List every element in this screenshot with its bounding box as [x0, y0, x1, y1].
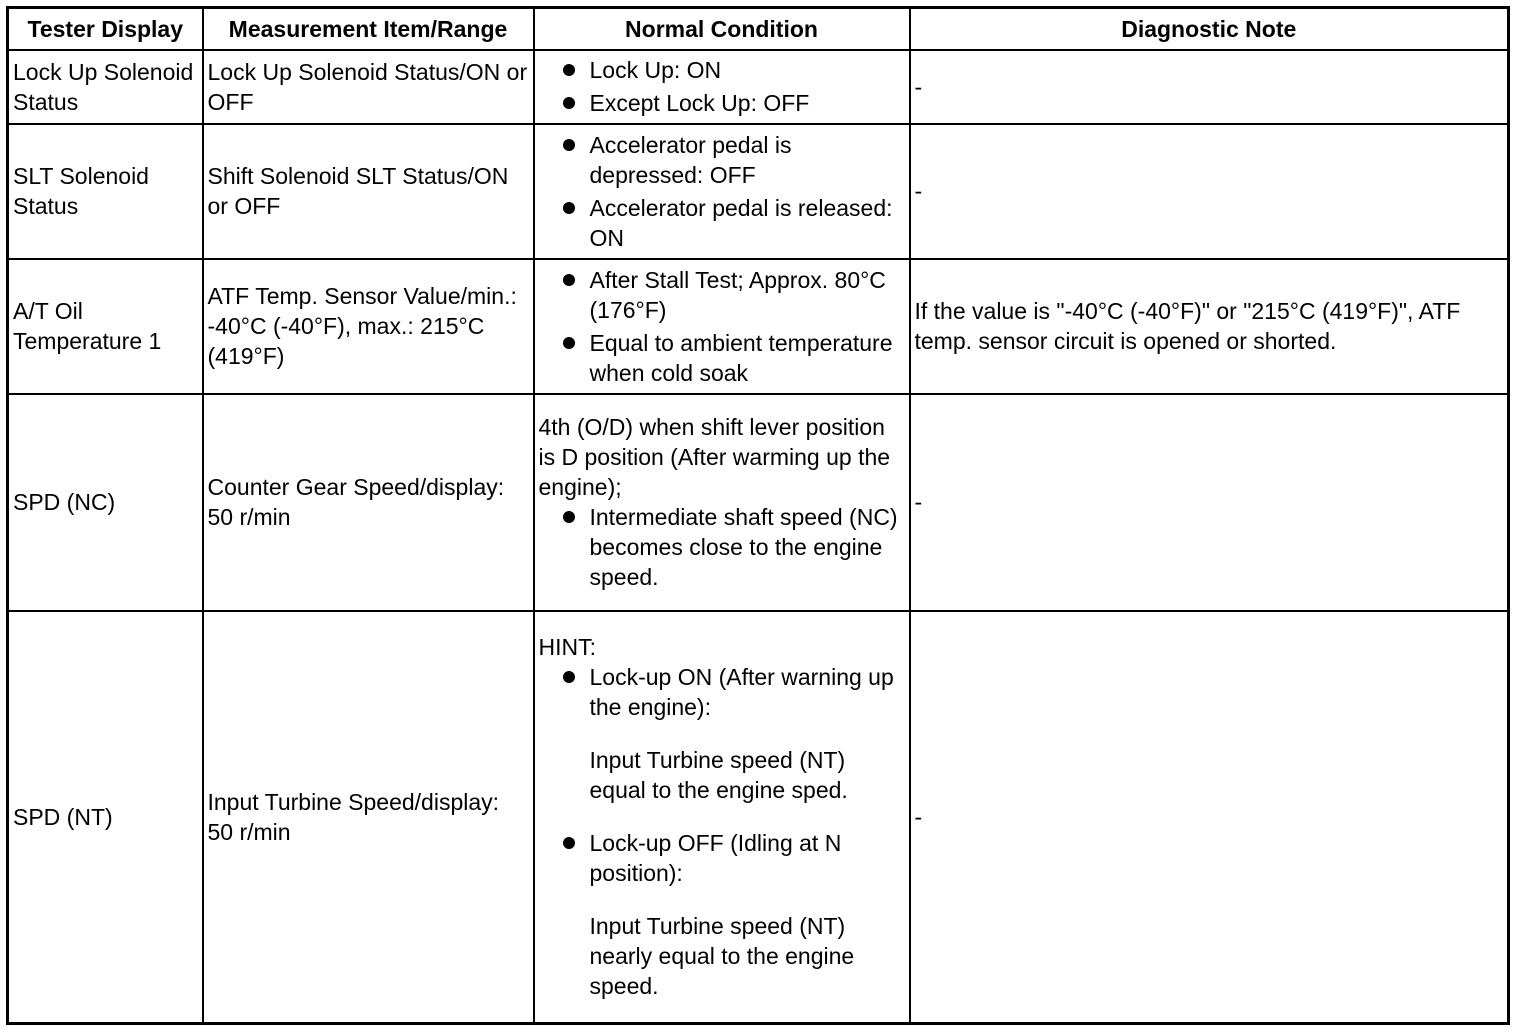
tester-display-cell: SPD (NC) — [8, 394, 203, 611]
condition-text: Intermediate shaft speed (NC) becomes close to the engine speed. — [589, 504, 898, 590]
table-row — [8, 611, 1509, 1024]
condition-text: Lock-up OFF (Idling at N position): — [589, 830, 842, 887]
diagnostic-note-cell: - — [910, 611, 1509, 1024]
table-row — [8, 124, 1509, 259]
tester-display-cell: SLT Solenoid Status — [8, 124, 203, 259]
condition-intro: 4th (O/D) when shift lever position is D position (After warming up the engine); — [538, 414, 891, 500]
condition-list — [539, 502, 905, 592]
diagnostic-note-cell: - — [910, 50, 1509, 124]
measurement-cell: Input Turbine Speed/display: 50 r/min — [203, 611, 534, 1024]
header-normal-condition: Normal Condition — [534, 8, 910, 50]
hint-label: HINT: — [538, 634, 596, 661]
condition-item — [553, 662, 905, 805]
bullet-dot-icon — [563, 274, 575, 286]
condition-detail: Input Turbine speed (NT) equal to the engine sped. — [589, 747, 848, 804]
condition-text: Accelerator pedal is depressed: OFF — [589, 131, 792, 188]
normal-condition-cell — [534, 611, 910, 1024]
bullet-dot-icon — [563, 64, 575, 76]
condition-list — [539, 55, 905, 118]
tester-display-cell: A/T Oil Temperature 1 — [8, 259, 203, 394]
bullet-dot-icon — [563, 97, 575, 109]
bullet-dot-icon — [563, 139, 575, 151]
diagnostic-note-cell: - — [910, 124, 1509, 259]
bullet-dot-icon — [563, 202, 575, 214]
bullet-dot-icon — [563, 337, 575, 349]
table-row — [8, 50, 1509, 124]
table-row — [8, 259, 1509, 394]
tester-display-cell: Lock Up Solenoid Status — [8, 50, 203, 124]
condition-detail: Input Turbine speed (NT) nearly equal to the engine speed. — [589, 913, 855, 1000]
header-measurement-item: Measurement Item/Range — [203, 8, 534, 50]
bullet-dot-icon — [563, 511, 575, 523]
bullet-dot-icon — [563, 837, 575, 849]
measurement-cell: Counter Gear Speed/display: 50 r/min — [203, 394, 534, 611]
condition-text: Lock Up: ON — [589, 57, 722, 83]
header-diagnostic-note: Diagnostic Note — [910, 8, 1509, 50]
condition-text: Lock-up ON (After warning up the engine): — [589, 664, 894, 721]
table-header-row — [8, 8, 1509, 50]
condition-item — [553, 502, 905, 592]
condition-item — [553, 55, 905, 85]
normal-condition-cell — [534, 259, 910, 394]
condition-list — [539, 265, 905, 388]
condition-list — [539, 662, 905, 1001]
diagnostic-data-table — [6, 6, 1510, 1025]
condition-item — [553, 265, 905, 325]
condition-text: Except Lock Up: OFF — [589, 90, 810, 116]
condition-item — [553, 828, 905, 1001]
table-row — [8, 394, 1509, 611]
condition-item — [553, 130, 905, 190]
diagnostic-note-cell: If the value is "-40°C (-40°F)" or "215°C (419°F)", ATF temp. sensor circuit is opened or shorted. — [910, 259, 1509, 394]
tester-display-cell: SPD (NT) — [8, 611, 203, 1024]
normal-condition-cell — [534, 394, 910, 611]
condition-item — [553, 88, 905, 118]
condition-text: Equal to ambient temperature when cold soak — [589, 329, 893, 386]
measurement-cell: ATF Temp. Sensor Value/min.: -40°C (-40°F), max.: 215°C (419°F) — [203, 259, 534, 394]
bullet-dot-icon — [563, 671, 575, 683]
header-tester-display: Tester Display — [8, 8, 203, 50]
condition-item — [553, 193, 905, 253]
condition-list — [539, 130, 905, 253]
condition-item — [553, 328, 905, 388]
measurement-cell: Lock Up Solenoid Status/ON or OFF — [203, 50, 534, 124]
diagnostic-note-cell: - — [910, 394, 1509, 611]
condition-text: Accelerator pedal is released: ON — [589, 194, 893, 251]
normal-condition-cell — [534, 50, 910, 124]
measurement-cell: Shift Solenoid SLT Status/ON or OFF — [203, 124, 534, 259]
normal-condition-cell — [534, 124, 910, 259]
condition-text: After Stall Test; Approx. 80°C (176°F) — [589, 266, 886, 323]
